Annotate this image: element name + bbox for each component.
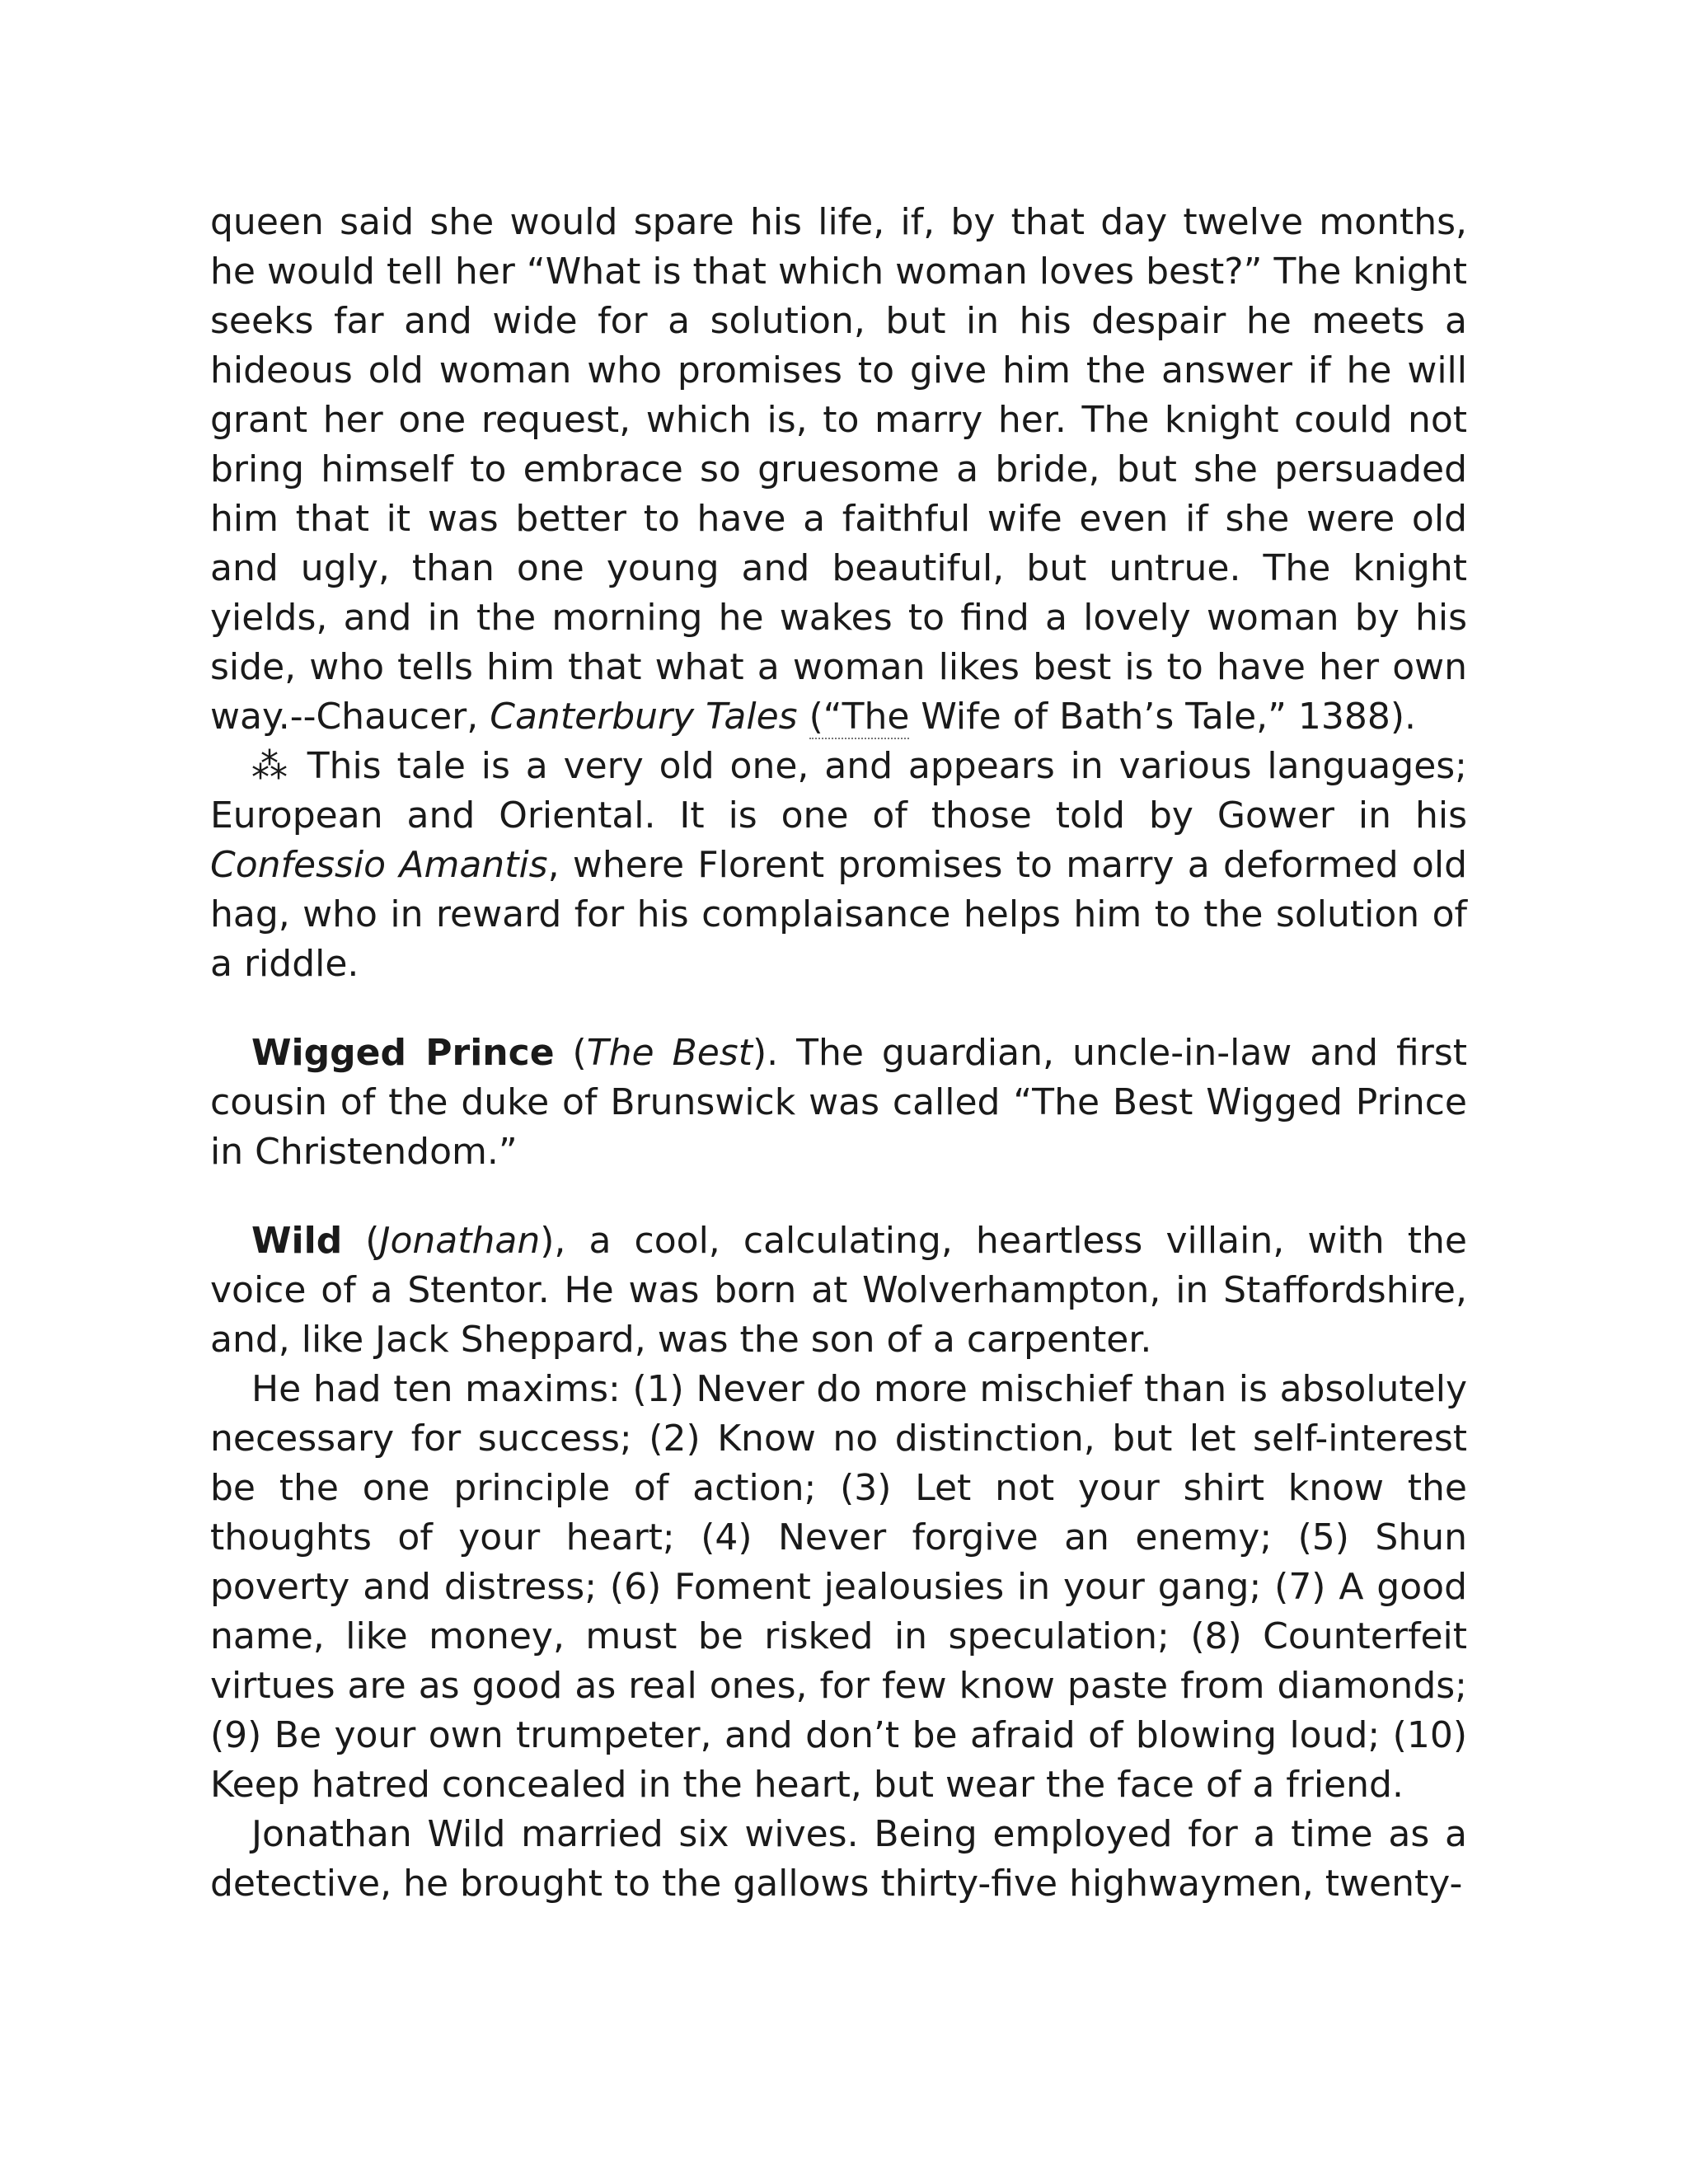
work-title: Canterbury Tales [490,696,798,738]
dotted-underline-text: (“The [809,696,910,738]
work-title: Confessio Amantis [210,844,548,886]
paren: ( [342,1220,380,1262]
body-text: This tale is a very old one, and appears in various languages; European and Oriental. It is one of those told by Gower in his [210,745,1468,837]
body-text [798,696,809,738]
entry-subtitle: Jonathan [379,1220,541,1262]
document-page [210,198,1467,1909]
entry-headword: Wigged Prince [251,1032,555,1074]
entry-text: . The guardian, uncle-in-law and first cousin of the duke of Brunswick was called “The Best Wigged Prince in Christendom.” [210,1032,1467,1173]
paragraph-wives: Jonathan Wild married six wives. Being employed for a time as a detective, he brought to the gallows thirty-five highwaymen, twenty- [210,1813,1467,1905]
paragraph-tale-note [210,742,1467,989]
body-text: queen said she would spare his life, if, by that day twelve months, he would tell her “What is that which woman loves best?” The knight seeks far and wide for a solution, but in his despair he meets a hideous old woman who promises to give him the answer if he will grant her one request, which is, to marry her. The knight could not bring himself to embrace so gruesome a bride, but she persuaded him that it was better to have a faithful wife even if she were old and ugly, than one young and beautiful, but untrue. The knight yields, and in the morning he wakes to find a lovely woman by his side, who tells him that what a woman likes best is to have her own way.--Chaucer, [210,201,1467,738]
entry-wigged-prince [210,1029,1467,1177]
entry-text: , a cool, calculating, heartless villain, with the voice of a Stentor. He was born at Wolverhampton, in Staffordshire, and, like Jack Sheppard, was the son of a carpenter. [210,1220,1467,1361]
paren: ) [752,1032,767,1074]
paren: ) [540,1220,555,1262]
paren: ( [554,1032,587,1074]
body-text: Wife of Bath’s Tale,” 1388). [909,696,1417,738]
body-text: , where Florent promises to marry a deformed old hag, who in reward for his complaisance helps him to the solution of a riddle. [210,844,1468,985]
asterism-icon: ⁂ [251,745,292,787]
paragraph-maxims: He had ten maxims: (1) Never do more mischief than is absolutely necessary for success; (2) Know no distinction, but let self-interest be the one principle of action; (3) Let not your shirt know the thoughts of your heart; (4) Never forgive an enemy; (5) Shun poverty and distress; (6) Foment jealousies in your gang; (7) A good name, like money, must be risked in speculation; (8) Counterfeit virtues are as good as real ones, for few know paste from diamonds; (9) Be your own trumpeter, and don’t be afraid of blowing loud; (10) Keep hatred concealed in the heart, but wear the face of a friend. [210,1368,1467,1806]
paragraph-knight-tale [210,198,1467,742]
entry-subtitle: The Best [586,1032,753,1074]
entry-wild [210,1216,1467,1365]
entry-headword: Wild [251,1220,343,1262]
